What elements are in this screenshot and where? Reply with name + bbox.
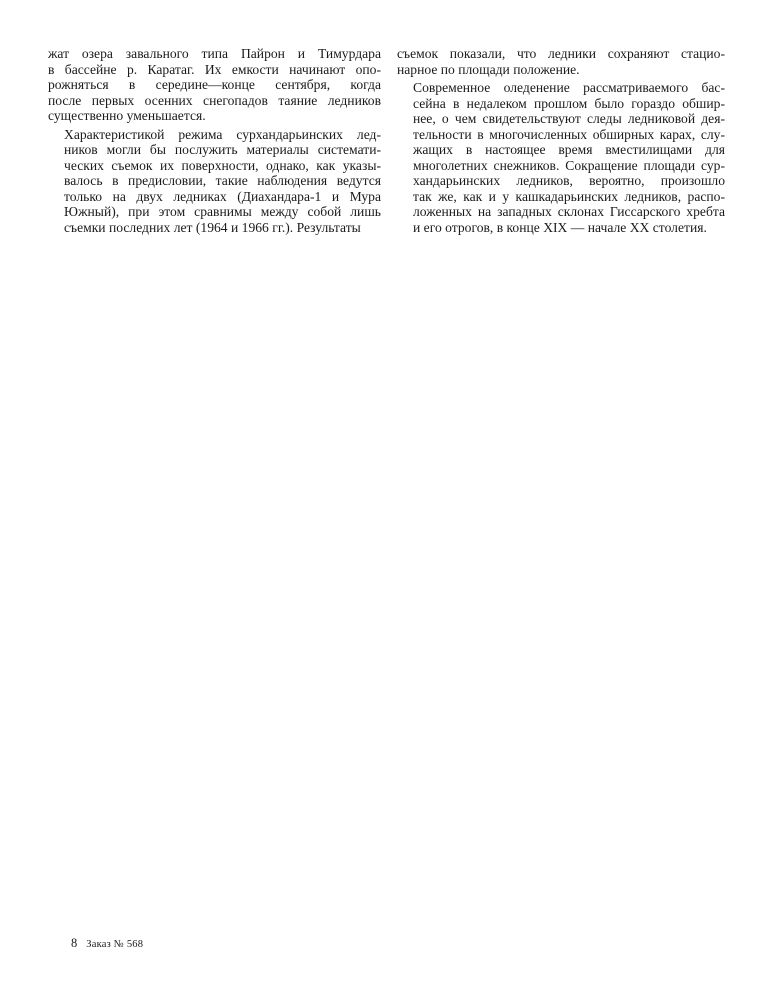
text-line: Южный), при этом сравнимы между собой лишь [64,204,381,219]
text-line: Современное оледенение рассматриваемого бас- [413,80,725,95]
text-line: только на двух ледниках (Диахандара-1 и Мура [64,188,381,204]
left-text-column [48,46,381,235]
text-line: нарное по площади положение. [397,61,580,77]
text-line: хандарьинских ледников, вероятно, произошло [413,173,725,188]
left-column-paragraph [48,46,381,124]
text-line: тельности в многочисленных обширных карах, слу- [413,126,725,142]
text-line: существенно уменьшается. [48,108,206,123]
right-column-paragraph [397,80,725,235]
text-line: после первых осенних снегопадов таяние ледников [48,92,381,108]
text-line: и его отрогов, в конце XIX — начале XX столетия. [413,219,707,235]
text-line: валось в предисловии, такие наблюдения ведутся [64,173,381,188]
right-text-column [397,46,725,235]
text-line: рожняться в середине—конце сентября, когда [48,77,381,92]
text-line: жащих в настоящее время вместилищами для [413,142,725,157]
text-line: ложенных на западных склонах Гиссарского хребта [413,204,725,219]
text-line: Характеристикой режима сурхандарьинских лед- [64,126,381,142]
order-number-label: Заказ № 568 [86,939,144,950]
text-line: жат озера завального типа Пайрон и Тимурдара [48,46,381,61]
page-number: 8 [71,936,78,950]
left-column-paragraph [48,127,381,236]
text-line: многолетних снежников. Сокращение площади сур- [413,157,725,173]
page-footer [71,936,143,951]
text-line: так же, как и у кашкадарьинских ледников, распо- [413,188,725,204]
text-line: съемок показали, что ледники сохраняют стацио- [397,46,725,61]
text-line: ческих съемок их поверхности, однако, как указы- [64,157,381,173]
text-line: съемки последних лет (1964 и 1966 гг.). Результаты [64,219,361,235]
right-column-paragraph [397,46,725,77]
text-line: в бассейне р. Каратаг. Их емкости начинают опо- [48,61,381,77]
text-line: нее, о чем свидетельствуют следы ледниковой дея- [413,111,725,126]
text-line: ников могли бы послужить материалы системати- [64,142,381,157]
text-line: сейна в недалеком прошлом было гораздо обшир- [413,95,725,111]
